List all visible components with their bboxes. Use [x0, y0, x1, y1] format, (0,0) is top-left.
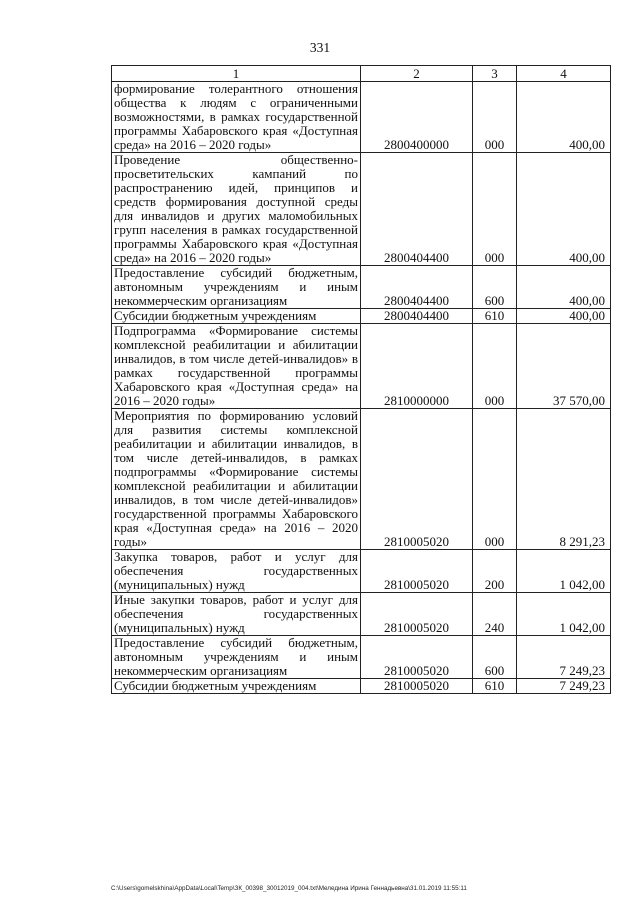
page-number: 331 [309, 40, 331, 55]
row-target-code: 2800404400 [361, 266, 473, 309]
row-expense-type: 200 [473, 550, 517, 593]
row-expense-type: 240 [473, 593, 517, 636]
row-description: Проведение общественно-просветительских кампаний по распространению идей, принципов и средств формирования доступной среды для инвалидов и других маломобильных групп населения в рамках государственной программы Хабаровского края «Доступная среда» на 2016 – 2020 годы» [112, 153, 361, 266]
column-header: 2 [361, 66, 473, 82]
table-row [112, 550, 611, 593]
row-description: Иные закупки товаров, работ и услуг для обеспечения государственных (муниципальных) нужд [112, 593, 361, 636]
row-target-code: 2810005020 [361, 409, 473, 550]
row-description: формирование толерантного отношения общества к людям с ограниченными возможностями, в рамках государственной программы Хабаровского края «Доступная среда» на 2016 – 2020 годы» [112, 82, 361, 153]
table-row [112, 636, 611, 679]
row-description: Субсидии бюджетным учреждениям [112, 679, 361, 694]
row-expense-type: 000 [473, 82, 517, 153]
table-row [112, 324, 611, 409]
row-amount: 7 249,23 [517, 679, 611, 694]
row-amount: 8 291,23 [517, 409, 611, 550]
file-path-footer: C:\Users\gomelskhina\AppData\Local\Temp\ЗК_00398_30012019_004.txt\Меледина Ирина Геннадьевна\31.01.2019 11:55:11 [111, 885, 467, 892]
row-amount: 400,00 [517, 266, 611, 309]
row-expense-type: 600 [473, 636, 517, 679]
row-amount: 400,00 [517, 309, 611, 324]
row-expense-type: 000 [473, 409, 517, 550]
row-description: Субсидии бюджетным учреждениям [112, 309, 361, 324]
row-expense-type: 610 [473, 679, 517, 694]
row-target-code: 2800404400 [361, 309, 473, 324]
row-expense-type: 610 [473, 309, 517, 324]
table-row [112, 679, 611, 694]
row-expense-type: 600 [473, 266, 517, 309]
row-description: Предоставление субсидий бюджетным, автономным учреждениям и иным некоммерческим организациям [112, 636, 361, 679]
row-amount: 37 570,00 [517, 324, 611, 409]
row-target-code: 2810000000 [361, 324, 473, 409]
column-header: 1 [112, 66, 361, 82]
row-description: Предоставление субсидий бюджетным, автономным учреждениям и иным некоммерческим организациям [112, 266, 361, 309]
row-amount: 7 249,23 [517, 636, 611, 679]
row-amount: 400,00 [517, 153, 611, 266]
row-amount: 400,00 [517, 82, 611, 153]
table-row [112, 153, 611, 266]
row-description: Подпрограмма «Формирование системы комплексной реабилитации и абилитации инвалидов, в том числе детей-инвалидов» в рамках государственной программы Хабаровского края «Доступная среда» на 2016 – 2020 годы» [112, 324, 361, 409]
row-amount: 1 042,00 [517, 593, 611, 636]
budget-table [111, 65, 611, 694]
column-header: 3 [473, 66, 517, 82]
row-target-code: 2810005020 [361, 593, 473, 636]
row-expense-type: 000 [473, 324, 517, 409]
row-description: Мероприятия по формированию условий для развития системы комплексной реабилитации и абилитации инвалидов, в том числе детей-инвалидов, в рамках подпрограммы «Формирование системы комплексной реабилитации и абилитации инвалидов, в том числе детей-инвалидов» государственной программы Хабаровского края «Доступная среда» на 2016 – 2020 годы» [112, 409, 361, 550]
table-row [112, 593, 611, 636]
table-row [112, 409, 611, 550]
row-target-code: 2800404400 [361, 153, 473, 266]
table-row [112, 309, 611, 324]
row-expense-type: 000 [473, 153, 517, 266]
table-row [112, 82, 611, 153]
column-header: 4 [517, 66, 611, 82]
row-target-code: 2810005020 [361, 679, 473, 694]
row-description: Закупка товаров, работ и услуг для обеспечения государственных (муниципальных) нужд [112, 550, 361, 593]
row-amount: 1 042,00 [517, 550, 611, 593]
table-row [112, 266, 611, 309]
row-target-code: 2810005020 [361, 550, 473, 593]
table-header-row [112, 66, 611, 82]
row-target-code: 2810005020 [361, 636, 473, 679]
row-target-code: 2800400000 [361, 82, 473, 153]
